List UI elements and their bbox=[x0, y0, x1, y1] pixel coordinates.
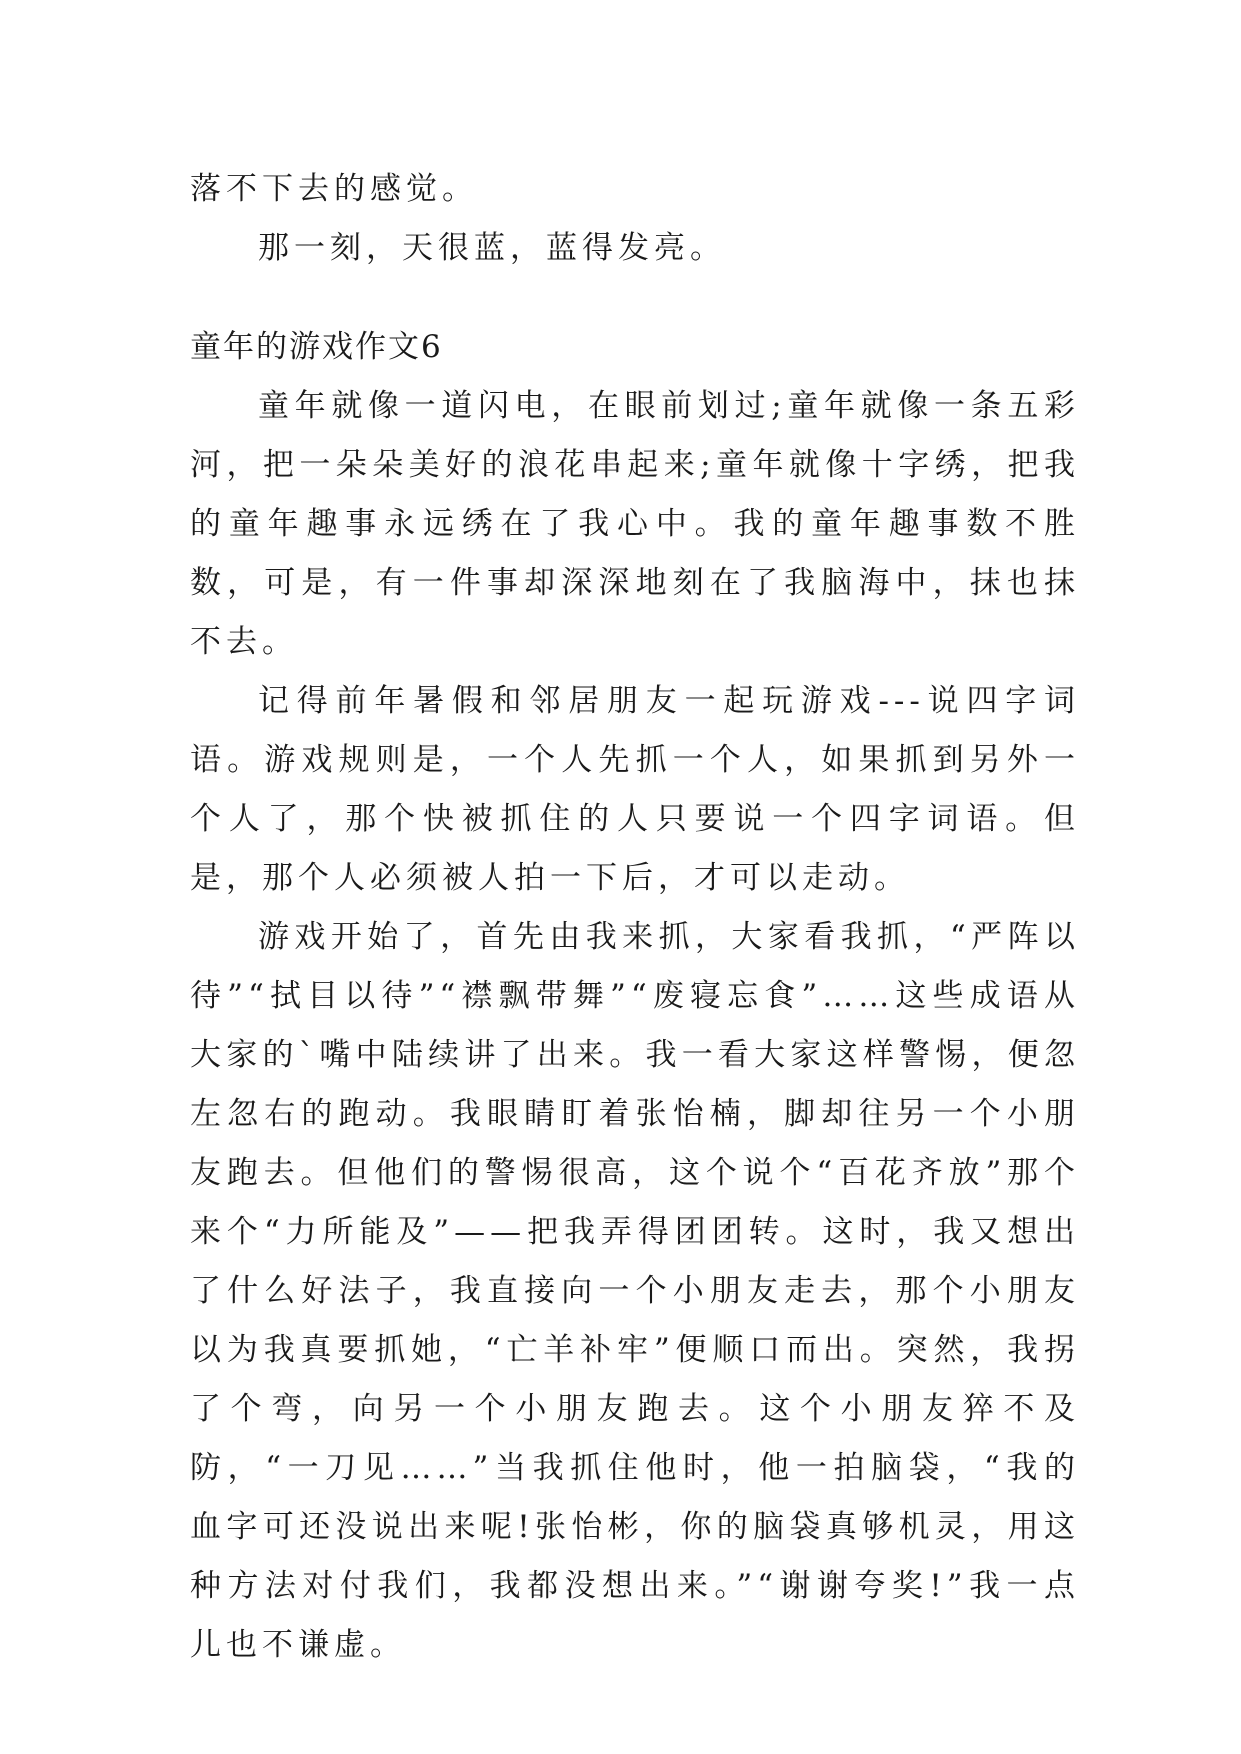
continuation-text: 落不下去的感觉。 bbox=[190, 171, 478, 207]
paragraph-3: 游戏开始了，首先由我来抓，大家看我抓，“严阵以待”“拭目以待”“襟飘带舞”“废寝忘食”……这些成语从大家的`嘴中陆续讲了出来。我一看大家这样警惕，便忽左忽右的跑动。我眼睛盯着张怡楠，脚却往另一个小朋友跑去。但他们的警惕很高，这个说个“百花齐放”那个来个“力所能及”——把我弄得团团转。这时，我又想出了什么好法子，我直接向一个小朋友走去，那个小朋友以为我真要抓她，“亡羊补牢”便顺口而出。突然，我拐了个弯，向另一个小朋友跑去。这个小朋友猝不及防，“一刀见……”当我抓住他时，他一拍脑袋，“我的血字可还没说出来呢!张怡彬，你的脑袋真够机灵，用这种方法对付我们，我都没想出来。”“谢谢夸奖!”我一点儿也不谦虚。 bbox=[190, 919, 1080, 1663]
paragraph-1: 童年就像一道闪电，在眼前划过;童年就像一条五彩河，把一朵朵美好的浪花串起来;童年就像十字绣，把我的童年趣事永远绣在了我心中。我的童年趣事数不胜数，可是，有一件事却深深地刻在了我脑海中，抹也抹不去。 bbox=[190, 388, 1080, 660]
essay-heading: 童年的游戏作文6 bbox=[190, 329, 443, 365]
closing-line: 那一刻，天很蓝，蓝得发亮。 bbox=[258, 230, 726, 266]
document-body bbox=[190, 160, 1080, 1675]
paragraph-2: 记得前年暑假和邻居朋友一起玩游戏---说四字词语。游戏规则是，一个人先抓一个人，如果抓到另外一个人了，那个快被抓住的人只要说一个四字词语。但是，那个人必须被人拍一下后，才可以走动。 bbox=[190, 683, 1080, 896]
